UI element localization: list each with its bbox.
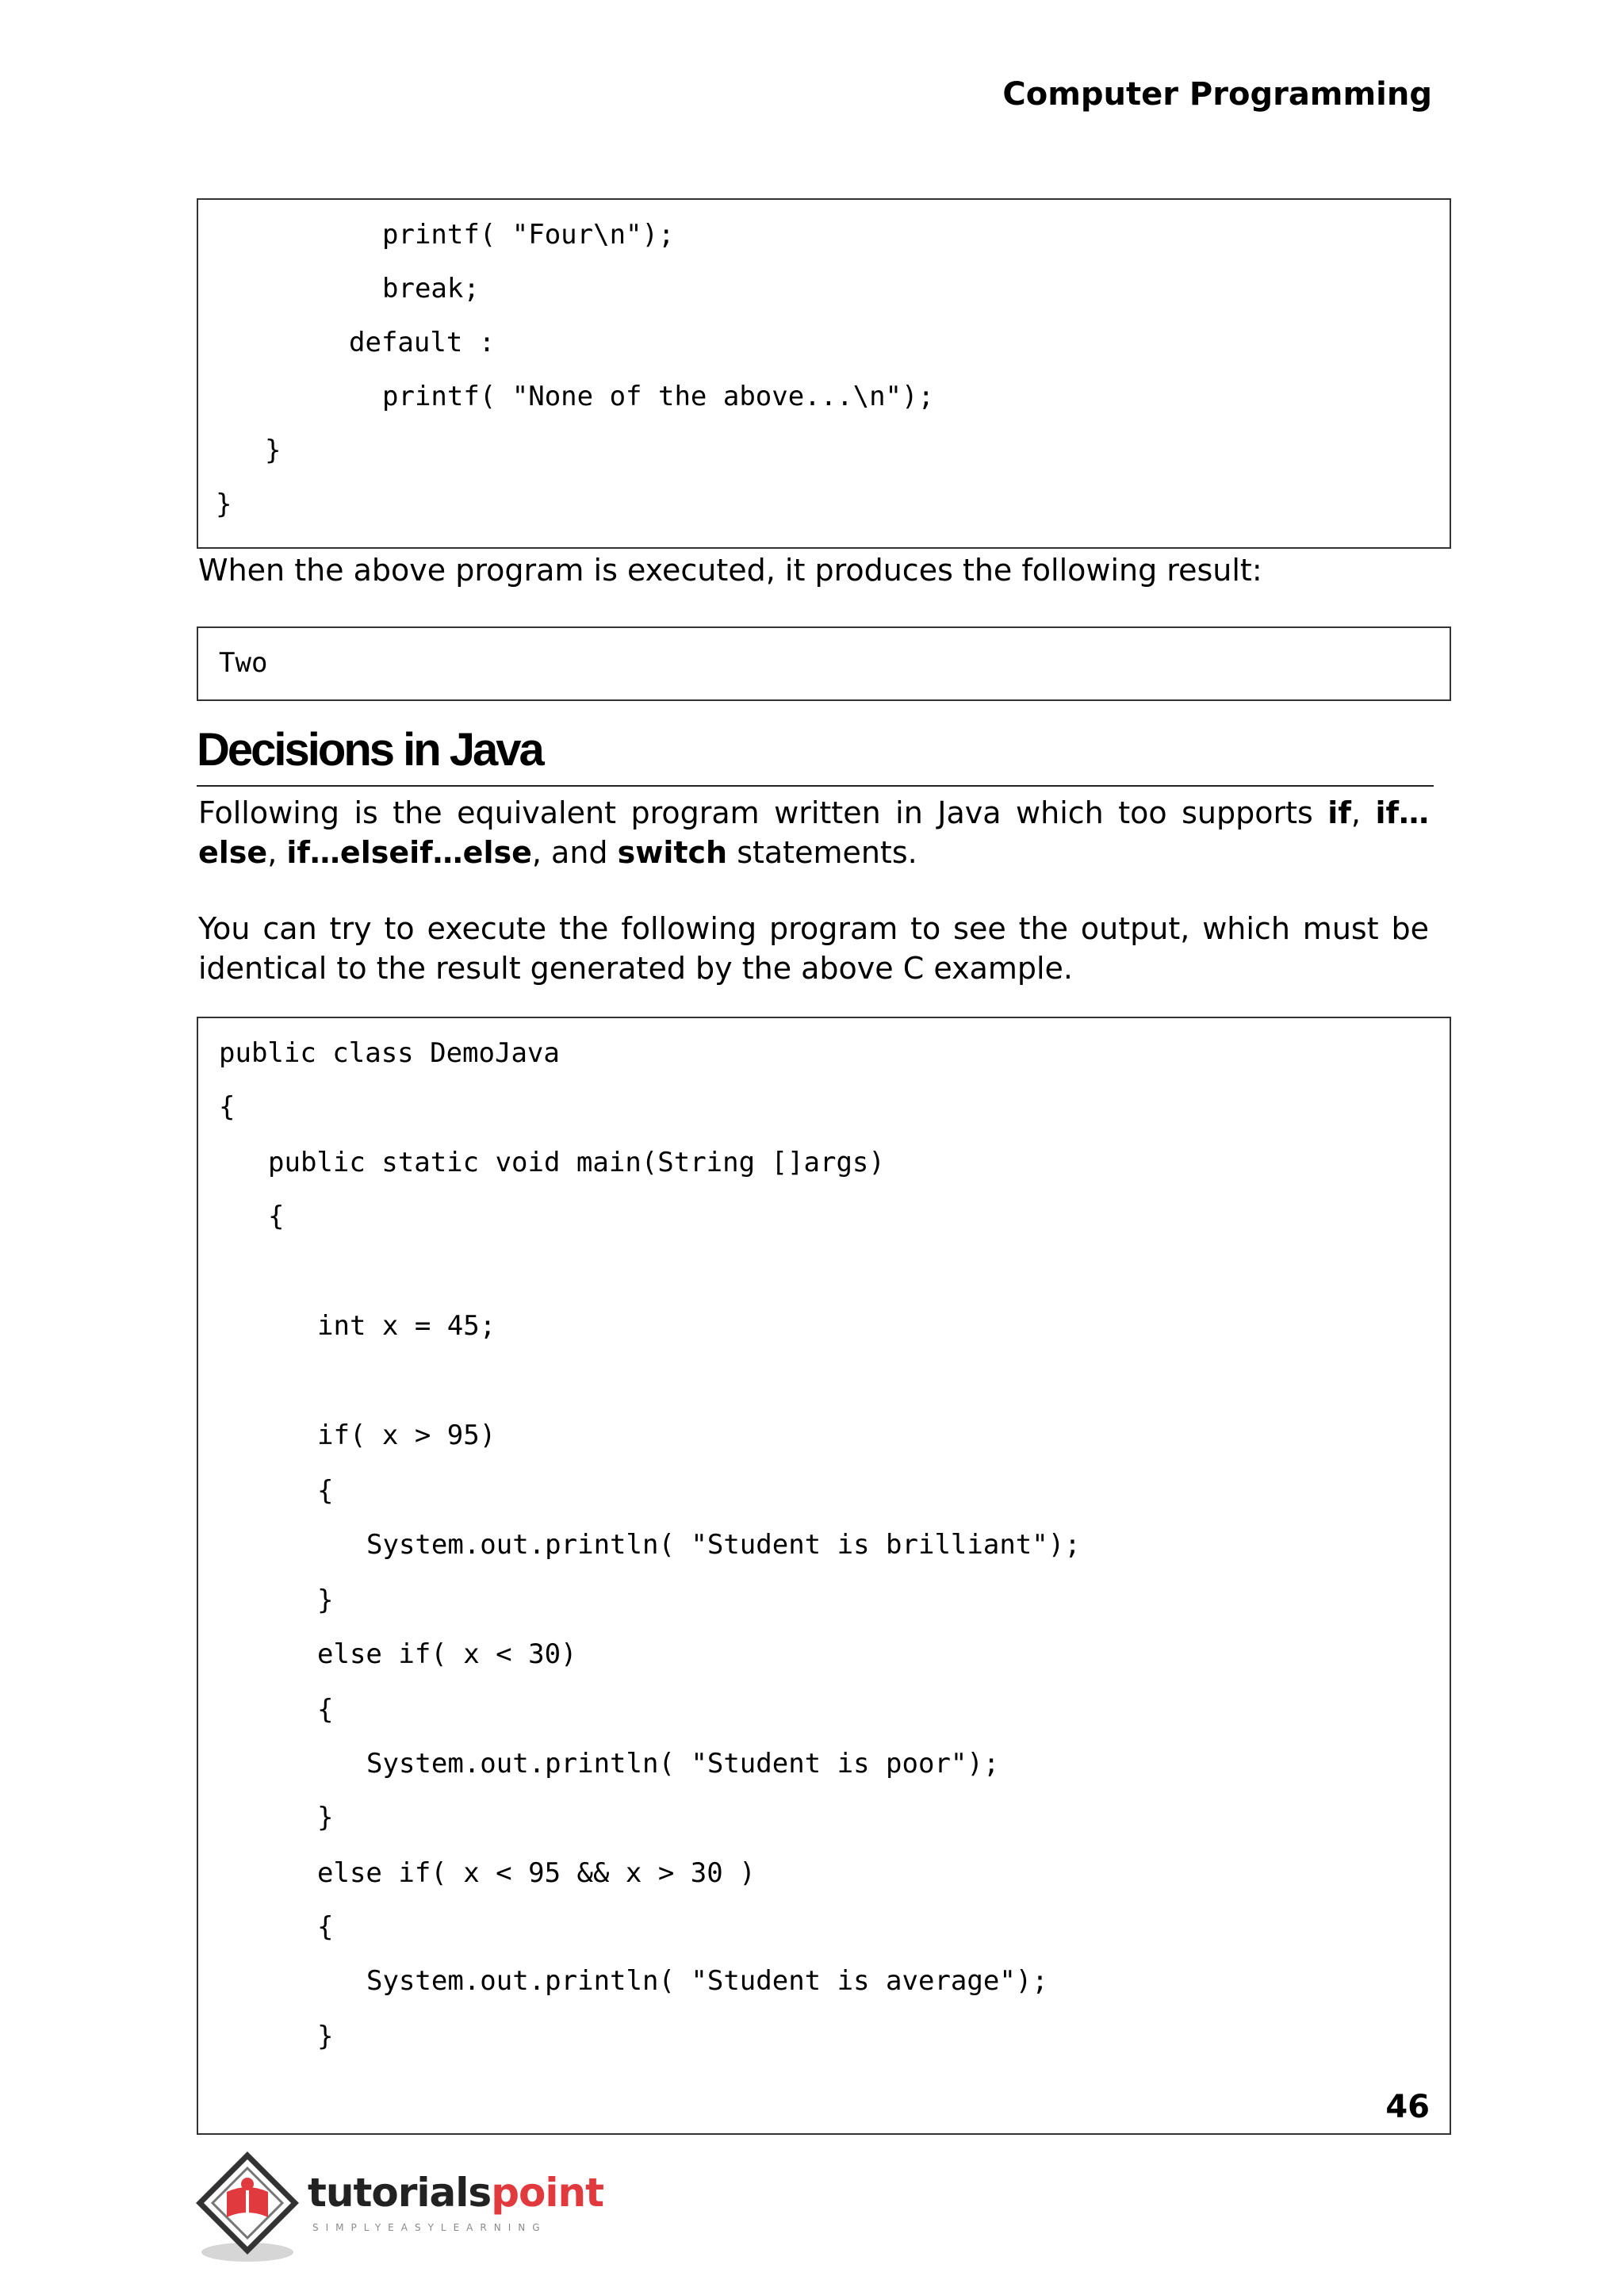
logo-wordmark <box>308 2170 603 2216</box>
tutorialspoint-logo <box>195 2151 603 2270</box>
code-line: { <box>317 1911 334 1943</box>
logo-emblem-icon <box>195 2151 306 2270</box>
code-line: public static void main(String []args) <box>268 1147 885 1178</box>
code-line: else if( x < 95 && x > 30 ) <box>317 1857 756 1889</box>
section-divider <box>197 785 1434 787</box>
code-line: else if( x < 30) <box>317 1638 577 1670</box>
code-line: System.out.println( "Student is brilliant"); <box>366 1529 1081 1561</box>
running-header: Computer Programming <box>1002 76 1432 113</box>
text-run: , <box>267 835 287 870</box>
code-line: { <box>317 1475 334 1507</box>
logo-word-main: tutorials <box>308 2170 492 2216</box>
output-text: Two <box>219 647 268 679</box>
code-line: if( x > 95) <box>317 1420 496 1451</box>
code-line: System.out.println( "Student is average"); <box>366 1965 1048 1997</box>
code-line: int x = 45; <box>317 1310 496 1342</box>
code-line: { <box>268 1201 285 1232</box>
logo-word-accent: point <box>491 2170 603 2216</box>
keyword-if-else: if…else <box>198 795 1429 870</box>
section-heading: Decisions in Java <box>197 724 542 776</box>
code-line: } <box>317 1802 334 1833</box>
code-line: break; <box>382 273 480 305</box>
code-line: } <box>216 489 232 520</box>
output-block <box>197 626 1451 701</box>
paragraph-try-execute: You can try to execute the following program to see the output, which must be identical to the result generated by the above C example. <box>198 911 1429 986</box>
code-line: System.out.println( "Student is poor"); <box>366 1748 1000 1780</box>
keyword-if: if <box>1327 795 1351 830</box>
result-intro-text: When the above program is executed, it produces the following result: <box>198 553 1262 588</box>
code-line: printf( "Four\n"); <box>382 219 675 251</box>
code-line: { <box>317 1694 334 1726</box>
keyword-switch: switch <box>617 835 728 870</box>
logo-tagline: SIMPLYEASYLEARNING <box>312 2222 547 2233</box>
code-line: } <box>265 435 282 466</box>
text-run: Following is the equivalent program written in Java which too supports <box>198 795 1328 830</box>
code-line: { <box>219 1091 236 1123</box>
code-line: default : <box>349 327 496 358</box>
code-line: printf( "None of the above...\n"); <box>382 381 934 412</box>
code-line: } <box>317 1584 334 1616</box>
text-run: , <box>1350 795 1376 830</box>
text-run: statements. <box>727 835 917 870</box>
code-line: } <box>317 2021 334 2052</box>
code-line: public class DemoJava <box>219 1037 560 1069</box>
page-number: 46 <box>1385 2089 1430 2125</box>
paragraph-java-intro <box>198 793 1429 872</box>
code-block-c-continued <box>197 198 1451 549</box>
code-block-java <box>197 1017 1451 2135</box>
keyword-if-elseif-else: if…elseif…else <box>286 835 532 870</box>
text-run: , and <box>531 835 618 870</box>
